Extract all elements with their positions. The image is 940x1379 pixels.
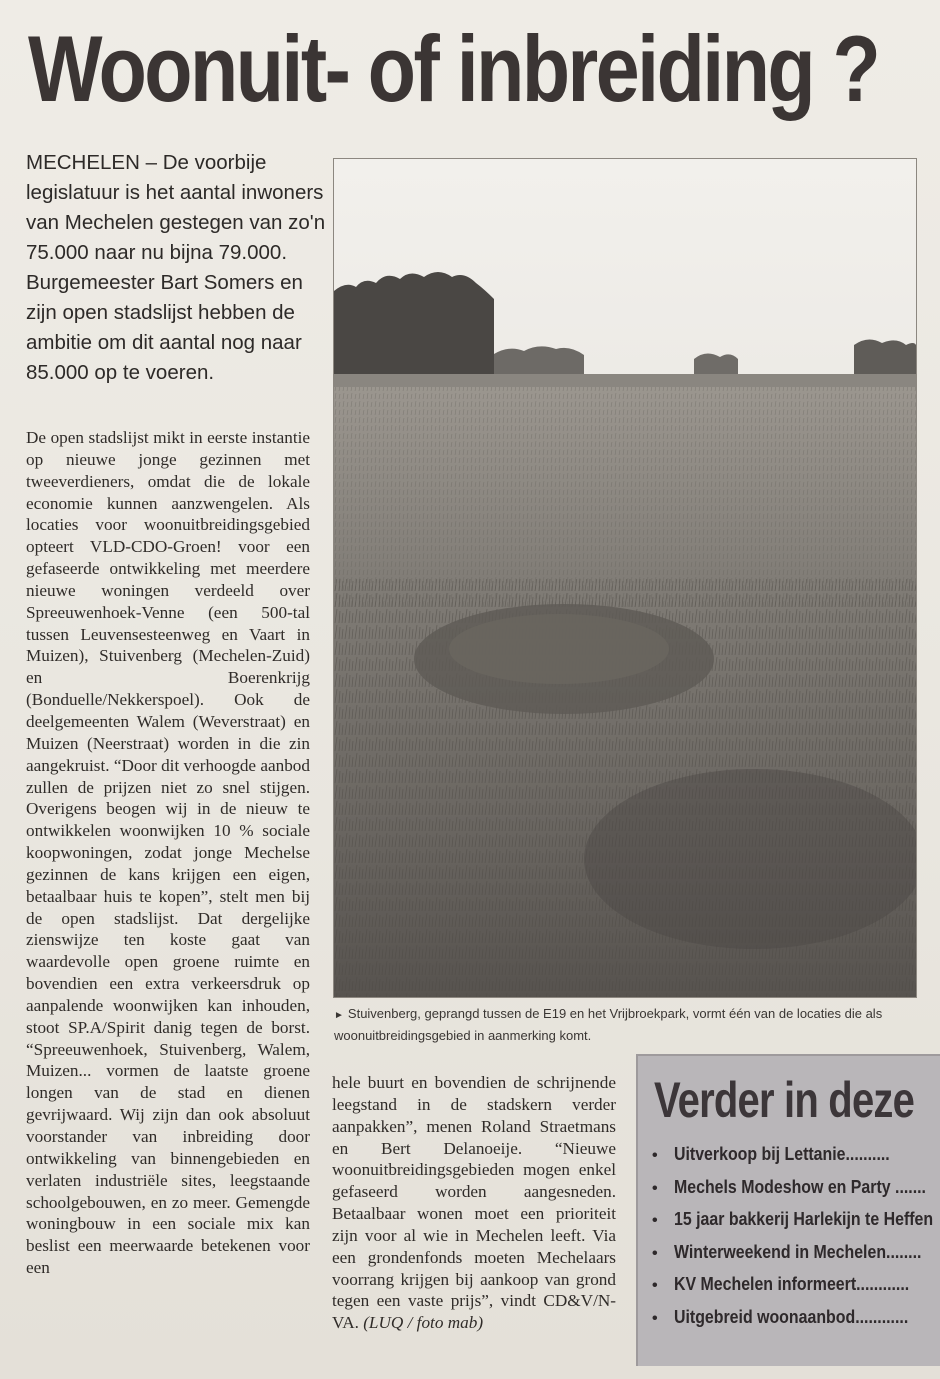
sidebar-item[interactable] [652,1138,940,1171]
sidebar-item-label: KV Mechelen informeert............ [674,1273,910,1294]
sidebar-list [652,1138,940,1333]
body-column-2 [332,1072,616,1334]
body-column-2-text: hele buurt en bovendien de schrijnende leegstand in de stadskern verder aanpakken”, menen Roland Straetmans en Bert Delanoeije. “Nieuwe woonuitbreidingsgebieden mogen enkel gefaseerd worden aangesneden. Betaalbaar wonen moet een prioriteit zijn voor al wie in Mechelen leeft. Via een grondenfonds moeten Mechelaars voorrang krijgen bij aankoop van grond tegen een vaste prijs”, vindt CD&V/N-VA. [332,1073,616,1333]
field-photo [333,158,917,998]
caption-marker-icon: ► [334,1010,344,1021]
sidebar-item[interactable] [652,1203,940,1236]
headline: Woonuit- of inbreiding ? [28,16,879,121]
sidebar-item[interactable] [652,1171,940,1204]
sidebar-item-label: Uitverkoop bij Lettanie.......... [674,1143,890,1164]
photo-caption [334,1004,920,1046]
sidebar-item[interactable] [652,1268,940,1301]
sidebar-box [636,1054,940,1366]
sidebar-item[interactable] [652,1236,940,1269]
bullet-icon: • [652,1277,658,1294]
bullet-icon: • [652,1309,658,1327]
byline: (LUQ / foto mab) [363,1313,484,1333]
sidebar-title: Verder in deze [654,1072,915,1128]
sidebar-item[interactable] [652,1301,940,1334]
bullet-icon: • [652,1244,658,1262]
bullet-icon: • [652,1147,658,1164]
bullet-icon: • [652,1179,658,1197]
sidebar-item-label: Uitgebreid woonaanbod............ [674,1305,909,1327]
sidebar-item-label: 15 jaar bakkerij Harlekijn te Heffen [674,1208,934,1229]
caption-text: Stuivenberg, geprangd tussen de E19 en het Vrijbroekpark, vormt één van de locaties die als woonuitbreidingsgebied in aanmerking komt. [334,1006,883,1043]
sidebar-item-label: Mechels Modeshow en Party ....... [674,1175,926,1197]
lead-paragraph: MECHELEN – De voorbije legislatuur is het aantal inwoners van Mechelen gestegen van zo'n 75.000 naar nu bijna 79.000. Burgemeester Bart Somers en zijn open stadslijst hebben de ambitie om dit aantal nog naar 85.000 op te voeren. [26,151,326,384]
bullet-icon: • [652,1212,658,1229]
body-column-1: De open stadslijst mikt in eerste instantie op nieuwe jonge gezinnen met tweeverdieners, omdat die de lokale economie kunnen aanzwengelen. Als locaties voor woonuitbreidingsgebied opteert VLD-CDO-Groen! voor een gefaseerde ontwikkeling met meerdere nieuwe woningen verdeeld over Spreeuwenhoek-Venne (een 500-tal tussen Leuvensesteenweg en Vaart in Muizen), Stuivenberg (Mechelen-Zuid) en Boerenkrijg (Bonduelle/Nekkerspoel). Ook de deelgemeenten Walem (Weverstraat) en Muizen (Neerstraat) worden in die zin aangekruist. “Door dit verhoogde aanbod zullen de prijzen niet zo snel stijgen. Overigens beogen wij in de nieuw te ontwikkelen woonwijken 10 % sociale koopwoningen, zodat jonge Mechelse gezinnen de kans krijgen een eigen, betaalbaar huis te kopen”, stelt men bij de open stadslijst. Dat dergelijke zienswijze ten koste gaat van waardevolle open groene ruimte en bovendien een extra verkeersdruk op aanpalende woonwijken kan inhouden, stoot SP.A/Spirit danig tegen de borst. “Spreeuwenhoek, Stuivenberg, Walem, Muizen... vormen de laatste groene longen van de stad en dienen gevrijwaard. Wij zijn dan ook absoluut voorstander van inbreiding door ontwikkeling van binnengebieden en verlaten industriële sites, leegstaande schoolgebouwen, en zo meer. Gemengde woningbouw in een sociale mix kan beslist een meerwaarde betekenen voor een [26,428,310,1278]
sidebar-item-label: Winterweekend in Mechelen........ [674,1240,922,1262]
